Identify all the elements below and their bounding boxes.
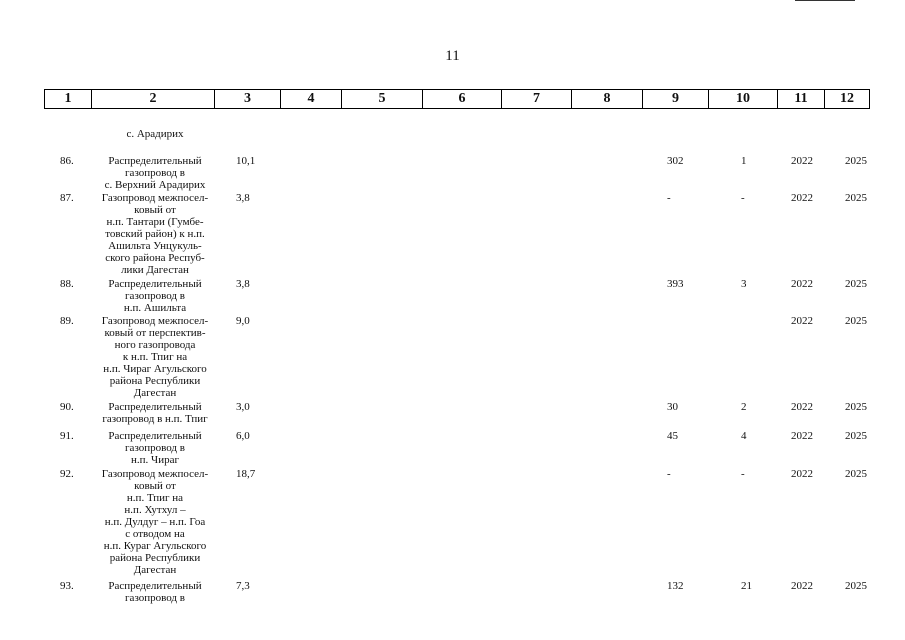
header-col-7: 7 bbox=[501, 90, 571, 108]
top-rule bbox=[795, 0, 855, 1]
object-name-line: к н.п. Тпиг на bbox=[122, 351, 188, 363]
object-name-line: ного газопровода bbox=[114, 339, 196, 351]
header-col-9: 9 bbox=[642, 90, 708, 108]
start-year: 2022 bbox=[791, 192, 813, 204]
col-9-value: 132 bbox=[667, 580, 684, 592]
page-number: 11 bbox=[445, 48, 460, 64]
header-col-10: 10 bbox=[708, 90, 777, 108]
col-9-value: 393 bbox=[667, 278, 684, 290]
header-col-8: 8 bbox=[571, 90, 642, 108]
object-name-line: н.п. Чираг bbox=[131, 454, 179, 466]
end-year: 2025 bbox=[845, 401, 867, 413]
end-year: 2025 bbox=[845, 192, 867, 204]
object-name-line: района Республики bbox=[109, 552, 201, 564]
object-name-line: ковый от bbox=[134, 480, 176, 492]
start-year: 2022 bbox=[791, 155, 813, 167]
object-name bbox=[95, 430, 215, 466]
object-name-line: ского района Респуб- bbox=[105, 252, 205, 264]
object-name-line: Распределительный bbox=[108, 278, 202, 290]
start-year: 2022 bbox=[791, 315, 813, 327]
object-name-line: лики Дагестан bbox=[121, 264, 189, 276]
header-col-5: 5 bbox=[341, 90, 422, 108]
object-name-line: газопровод в н.п. Тпиг bbox=[102, 413, 208, 425]
object-name-line: района Республики bbox=[109, 375, 201, 387]
object-name bbox=[95, 401, 215, 425]
object-name-line: газопровод в bbox=[125, 290, 185, 302]
object-name-line: с. Верхний Арадирих bbox=[104, 179, 206, 191]
object-name bbox=[95, 192, 215, 276]
col-10-value: 4 bbox=[741, 430, 747, 442]
object-name-line: Газопровод межпосел- bbox=[101, 192, 209, 204]
col-10-value: 1 bbox=[741, 155, 747, 167]
length-km: 18,7 bbox=[236, 468, 256, 480]
object-name-line: с отводом на bbox=[125, 528, 185, 540]
length-km: 10,1 bbox=[236, 155, 256, 167]
object-name-line: н.п. Чираг Агульского bbox=[103, 363, 207, 375]
row-number: 90. bbox=[60, 401, 74, 413]
object-name-line: н.п. Ашильта bbox=[123, 302, 187, 314]
start-year: 2022 bbox=[791, 278, 813, 290]
length-km: 6,0 bbox=[236, 430, 250, 442]
length-km: 3,8 bbox=[236, 278, 250, 290]
object-name-line: Газопровод межпосел- bbox=[101, 315, 209, 327]
end-year: 2025 bbox=[845, 155, 867, 167]
object-name bbox=[95, 155, 215, 191]
object-name-line: Распределительный bbox=[108, 155, 202, 167]
object-name-line: н.п. Тантари (Гумбе- bbox=[106, 216, 204, 228]
end-year: 2025 bbox=[845, 430, 867, 442]
object-name bbox=[95, 468, 215, 576]
object-name-line: Дагестан bbox=[133, 387, 177, 399]
object-name bbox=[95, 278, 215, 314]
header-col-4: 4 bbox=[280, 90, 341, 108]
object-name-line: газопровод в bbox=[125, 592, 185, 604]
header-col-2: 2 bbox=[91, 90, 214, 108]
object-name bbox=[95, 315, 215, 399]
col-9-value: - bbox=[667, 192, 671, 204]
col-9-value: 302 bbox=[667, 155, 684, 167]
object-name-line: Распределительный bbox=[108, 430, 202, 442]
start-year: 2022 bbox=[791, 430, 813, 442]
start-year: 2022 bbox=[791, 580, 813, 592]
header-col-3: 3 bbox=[214, 90, 280, 108]
table-header-row bbox=[44, 90, 870, 108]
header-col-12: 12 bbox=[824, 90, 870, 108]
col-10-value: 21 bbox=[741, 580, 752, 592]
start-year: 2022 bbox=[791, 401, 813, 413]
object-name-line: н.п. Дулдуг – н.п. Гоа bbox=[104, 516, 206, 528]
length-km: 7,3 bbox=[236, 580, 250, 592]
object-name-line: н.п. Тпиг на bbox=[126, 492, 184, 504]
col-10-value: - bbox=[741, 192, 745, 204]
row-number: 89. bbox=[60, 315, 74, 327]
object-name-line: ковый от bbox=[134, 204, 176, 216]
row-number: 92. bbox=[60, 468, 74, 480]
col-9-value: - bbox=[667, 468, 671, 480]
end-year: 2025 bbox=[845, 468, 867, 480]
col-9-value: 45 bbox=[667, 430, 678, 442]
col-10-value: 2 bbox=[741, 401, 747, 413]
object-name bbox=[95, 580, 215, 604]
row-number: 87. bbox=[60, 192, 74, 204]
object-name-line: н.п. Кураг Агульского bbox=[103, 540, 207, 552]
object-name-line: Ашильта Унцукуль- bbox=[108, 240, 202, 252]
end-year: 2025 bbox=[845, 315, 867, 327]
object-name-line: газопровод в bbox=[125, 442, 185, 454]
object-name-line: Газопровод межпосел- bbox=[101, 468, 209, 480]
row-number: 88. bbox=[60, 278, 74, 290]
header-col-6: 6 bbox=[422, 90, 501, 108]
object-name-line: газопровод в bbox=[125, 167, 185, 179]
row-number: 86. bbox=[60, 155, 74, 167]
col-10-value: - bbox=[741, 468, 745, 480]
start-year: 2022 bbox=[791, 468, 813, 480]
header-col-1: 1 bbox=[44, 90, 91, 108]
table-body bbox=[0, 108, 905, 640]
length-km: 9,0 bbox=[236, 315, 250, 327]
row-number: 91. bbox=[60, 430, 74, 442]
header-col-11: 11 bbox=[777, 90, 824, 108]
object-name-line: Распределительный bbox=[108, 401, 202, 413]
object-name-line: Распределительный bbox=[108, 580, 202, 592]
end-year: 2025 bbox=[845, 278, 867, 290]
object-name-line: н.п. Хутхул – bbox=[124, 504, 186, 516]
length-km: 3,0 bbox=[236, 401, 250, 413]
object-name-line: товский район) к н.п. bbox=[105, 228, 205, 240]
object-name-line: ковый от перспектив- bbox=[104, 327, 206, 339]
length-km: 3,8 bbox=[236, 192, 250, 204]
object-name-line: Дагестан bbox=[133, 564, 177, 576]
end-year: 2025 bbox=[845, 580, 867, 592]
continuation-text: с. Арадирих bbox=[126, 128, 184, 140]
col-10-value: 3 bbox=[741, 278, 747, 290]
row-number: 93. bbox=[60, 580, 74, 592]
col-9-value: 30 bbox=[667, 401, 678, 413]
